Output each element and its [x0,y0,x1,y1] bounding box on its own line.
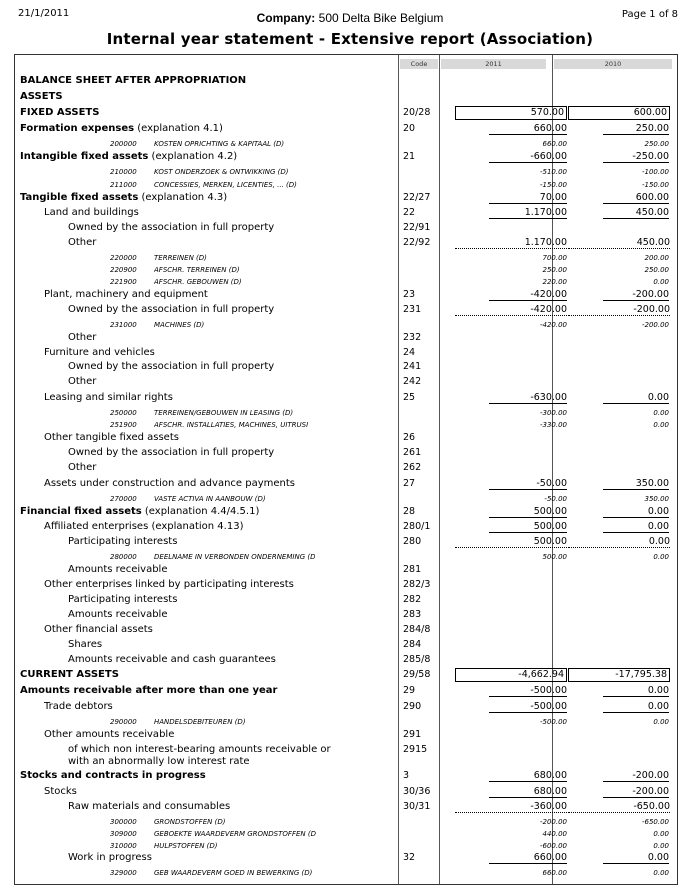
value-2010: 450.00 [568,237,670,249]
value-2011: 70.00 [489,192,567,204]
value-2011: -4,662.94 [455,668,567,682]
account-name: GRONDSTOFFEN (D) [154,818,226,826]
line-item-label: ASSETS [20,91,63,102]
value-2010: -100.00 [641,168,669,176]
account-number: 220900 [110,266,137,274]
value-2011: 250.00 [542,266,567,274]
account-name: KOSTEN OPRICHTING & KAPITAAL (D) [154,140,285,148]
account-number: 250000 [110,409,137,417]
line-item-label: Formation expenses (explanation 4.1) [20,123,223,134]
line-item-row [18,375,673,389]
line-code: 284 [403,639,422,650]
account-row [18,137,673,151]
account-number: 200000 [110,140,137,148]
value-2010: -200.00 [603,289,669,301]
line-item-label: Financial fixed assets (explanation 4.4/4.5.1) [20,506,260,517]
account-row [18,178,673,192]
line-code: 242 [403,376,422,387]
value-2010: -200.00 [641,321,669,329]
value-2010: 0.00 [653,421,669,429]
value-2010: -650.00 [641,818,669,826]
line-code: 30/36 [403,786,431,797]
account-number: 309000 [110,830,137,838]
account-name: HULPSTOFFEN (D) [154,842,218,850]
value-2011: -150.00 [539,181,567,189]
explanation-note: (explanation 4.1) [134,123,223,134]
value-2010: 350.00 [644,495,669,503]
line-code: 291 [403,729,422,740]
account-name: MACHINES (D) [154,321,205,329]
value-2011: -660.00 [489,151,567,163]
line-item-label: Amounts receivable [68,564,168,575]
line-code: 262 [403,462,422,473]
account-name: CONCESSIES, MERKEN, LICENTIES, ... (D) [154,181,297,189]
line-item-row [18,303,673,317]
line-item-row [18,593,673,607]
line-item-label: Owned by the association in full property [68,222,275,233]
line-item-label: Furniture and vehicles [44,347,155,358]
account-name: KOST ONDERZOEK & ONTWIKKING (D) [154,168,289,176]
account-number: 329000 [110,869,137,877]
account-name: VASTE ACTIVA IN AANBOUW (D) [154,495,266,503]
line-code: 280 [403,536,422,547]
report-title: Internal year statement - Extensive report (Association) [106,30,594,48]
account-name: GEBOEKTE WAARDEVERM GRONDSTOFFEN (D [154,830,316,838]
value-2010: 600.00 [568,106,670,120]
line-item-row [18,505,673,519]
value-2011: -360.00 [455,801,567,813]
line-item-row [18,684,673,698]
line-item-label: CURRENT ASSETS [20,669,119,680]
line-item-row [18,122,673,136]
value-2011: 680.00 [489,770,567,782]
company-line [0,11,700,25]
line-code: 21 [403,151,416,162]
account-name: TERREINEN (D) [154,254,207,262]
value-2010: 0.00 [653,842,669,850]
line-code: 22/91 [403,222,431,233]
value-2010: 0.00 [603,685,669,697]
value-2011: -500.00 [539,718,567,726]
line-code: 29 [403,685,416,696]
line-item-label: Intangible fixed assets (explanation 4.2) [20,151,238,162]
line-code: 27 [403,478,416,489]
line-code: 282/3 [403,579,431,590]
line-item-label: with an abnormally low interest rate [68,756,250,767]
value-2011: -500.00 [489,685,567,697]
value-2010: -650.00 [568,801,670,813]
value-2011: -630.00 [489,392,567,404]
value-2010: 450.00 [603,207,669,219]
line-item-row [18,221,673,235]
line-code: 261 [403,447,422,458]
account-row [18,866,673,880]
value-2010: 0.00 [653,718,669,726]
line-code: 285/8 [403,654,431,665]
value-2011: -300.00 [539,409,567,417]
line-item-row [18,800,673,814]
line-code: 29/58 [403,669,431,680]
line-code: 30/31 [403,801,431,812]
account-number: 290000 [110,718,137,726]
line-item-label: Amounts receivable and cash guarantees [68,654,276,665]
value-2011: 660.00 [489,123,567,135]
value-2010: 0.00 [653,869,669,877]
account-number: 231000 [110,321,137,329]
line-item-label: Other financial assets [44,624,153,635]
value-2011: -420.00 [455,304,567,316]
line-code: 22/27 [403,192,431,203]
line-code: 20/28 [403,107,431,118]
explanation-note: (explanation 4.2) [148,151,238,162]
line-item-label: Amounts receivable [68,609,168,620]
line-item-label: BALANCE SHEET AFTER APPROPRIATION [20,75,247,86]
line-code: 232 [403,332,422,343]
value-2010: 0.00 [653,409,669,417]
value-2011: -500.00 [489,701,567,713]
account-name: TERREINEN/GEBOUWEN IN LEASING (D) [154,409,294,417]
line-code: 284/8 [403,624,431,635]
value-2011: 500.00 [455,536,567,548]
value-2011: 500.00 [542,553,567,561]
line-item-label: Trade debtors [44,701,113,712]
value-2010: 0.00 [603,392,669,404]
line-item-row [18,90,673,104]
value-2011: -200.00 [539,818,567,826]
value-2011: -330.00 [539,421,567,429]
value-2011: 660.00 [542,140,567,148]
line-item-row [18,360,673,374]
line-item-row [18,391,673,405]
line-item-label: Leasing and similar rights [44,392,173,403]
account-row [18,550,673,564]
line-item-row [18,106,673,120]
line-item-row [18,755,673,769]
account-number: 210000 [110,168,137,176]
line-code: 290 [403,701,422,712]
value-2010: -17,795.38 [568,668,670,682]
line-item-row [18,700,673,714]
account-row [18,715,673,729]
value-2011: 660.00 [489,852,567,864]
account-name: AFSCHR. INSTALLATIES, MACHINES, UITRUSI [154,421,309,429]
line-code: 28 [403,506,416,517]
value-2010: 0.00 [653,830,669,838]
line-item-row [18,728,673,742]
account-name: GEB WAARDEVERM GOED IN BEWERKING (D) [154,869,313,877]
line-item-row [18,535,673,549]
explanation-note: (explanation 4.3) [138,192,228,203]
line-code: 280/1 [403,521,431,532]
line-item-label: Affiliated enterprises (explanation 4.13) [44,521,244,532]
line-code: 282 [403,594,422,605]
account-row [18,418,673,432]
line-item-row [18,769,673,783]
line-item-label: Other amounts receivable [44,729,175,740]
value-2011: -50.00 [489,478,567,490]
line-item-label: FIXED ASSETS [20,107,100,118]
line-item-label: Stocks [44,786,77,797]
value-2010: 200.00 [644,254,669,262]
column-header-code: Code [400,59,438,69]
line-item-row [18,520,673,534]
line-item-label: Other [68,376,97,387]
value-2011: -600.00 [539,842,567,850]
line-item-label: Tangible fixed assets (explanation 4.3) [20,192,228,203]
account-name: DEELNAME IN VERBONDEN ONDERNEMING (D [154,553,316,561]
line-item-row [18,851,673,865]
line-code: 32 [403,852,416,863]
line-item-label: Other [68,462,97,473]
account-number: 220000 [110,254,137,262]
line-item-label: Owned by the association in full property [68,447,275,458]
line-item-row [18,785,673,799]
value-2010: -200.00 [603,786,669,798]
value-2010: 600.00 [603,192,669,204]
line-item-row [18,653,673,667]
value-2010: -150.00 [641,181,669,189]
line-item-row [18,431,673,445]
line-item-row [18,236,673,250]
line-item-label: Plant, machinery and equipment [44,289,208,300]
line-item-row [18,288,673,302]
account-name: AFSCHR. GEBOUWEN (D) [154,278,242,286]
explanation-note: (explanation 4.4/4.5.1) [141,506,260,517]
value-2010: 0.00 [603,506,669,518]
account-number: 270000 [110,495,137,503]
line-item-row [18,608,673,622]
account-number: 300000 [110,818,137,826]
report-date: 21/1/2011 [18,8,70,19]
line-item-row [18,150,673,164]
line-item-label: Land and buildings [44,207,139,218]
value-2011: 660.00 [542,869,567,877]
value-2010: 0.00 [603,701,669,713]
line-item-label: Participating interests [68,536,178,547]
value-2011: -510.00 [539,168,567,176]
value-2010: 0.00 [653,278,669,286]
line-code: 283 [403,609,422,620]
line-item-row [18,563,673,577]
value-2011: 220.00 [542,278,567,286]
value-2011: -420.00 [489,289,567,301]
value-2010: 250.00 [603,123,669,135]
line-code: 22 [403,207,416,218]
line-item-row [18,638,673,652]
line-code: 241 [403,361,422,372]
line-item-row [18,461,673,475]
line-code: 20 [403,123,416,134]
value-2011: 680.00 [489,786,567,798]
value-2010: 0.00 [603,852,669,864]
line-item-row [18,74,673,88]
value-2010: 250.00 [644,266,669,274]
value-2010: -250.00 [603,151,669,163]
column-header-2010: 2010 [554,59,672,69]
line-item-label: of which non interest-bearing amounts receivable or [68,744,331,755]
line-item-row [18,623,673,637]
line-item-label: Participating interests [68,594,178,605]
line-item-label: Amounts receivable after more than one year [20,685,278,696]
line-item-label: Work in progress [68,852,152,863]
line-item-label: Assets under construction and advance payments [44,478,295,489]
column-header-2011: 2011 [441,59,546,69]
line-item-row [18,346,673,360]
account-row [18,275,673,289]
line-item-label: Owned by the association in full property [68,304,275,315]
account-number: 280000 [110,553,137,561]
line-code: 2915 [403,744,428,755]
value-2011: 440.00 [542,830,567,838]
line-code: 26 [403,432,416,443]
line-item-label: Other tangible fixed assets [44,432,179,443]
company-label: Company: [256,11,316,25]
value-2011: -50.00 [544,495,567,503]
line-item-label: Other [68,332,97,343]
value-2011: 700.00 [542,254,567,262]
value-2011: 1.170.00 [455,237,567,249]
line-item-label: Owned by the association in full property [68,361,275,372]
value-2011: 1.170.00 [489,207,567,219]
line-item-row [18,578,673,592]
page-indicator: Page 1 of 8 [621,9,678,20]
value-2011: 570.00 [455,106,567,120]
value-2010: 350.00 [603,478,669,490]
line-code: 3 [403,770,410,781]
account-number: 310000 [110,842,137,850]
value-2011: -420.00 [539,321,567,329]
value-2011: 500.00 [489,521,567,533]
value-2010: 250.00 [644,140,669,148]
line-item-row [18,191,673,205]
account-number: 211000 [110,181,137,189]
line-code: 281 [403,564,422,575]
line-code: 231 [403,304,422,315]
line-item-label: Other [68,237,97,248]
line-item-label: Other enterprises linked by participating interests [44,579,294,590]
explanation-note: (explanation 4.13) [148,521,244,532]
line-item-row [18,331,673,345]
line-code: 23 [403,289,416,300]
account-name: AFSCHR. TERREINEN (D) [154,266,240,274]
line-item-label: Stocks and contracts in progress [20,770,206,781]
account-row [18,165,673,179]
line-item-row [18,477,673,491]
value-2010: -200.00 [603,770,669,782]
account-number: 251900 [110,421,137,429]
line-item-row [18,446,673,460]
line-code: 25 [403,392,416,403]
line-item-label: Shares [68,639,103,650]
value-2011: 500.00 [489,506,567,518]
line-item-label: Raw materials and consumables [68,801,231,812]
account-number: 221900 [110,278,137,286]
line-code: 24 [403,347,416,358]
line-item-row [18,206,673,220]
line-item-row [18,668,673,682]
value-2010: 0.00 [653,553,669,561]
account-name: HANDELSDEBITEUREN (D) [154,718,246,726]
company-name: 500 Delta Bike Belgium [318,11,444,25]
value-2010: 0.00 [603,521,669,533]
value-2010: -200.00 [568,304,670,316]
line-code: 22/92 [403,237,431,248]
value-2010: 0.00 [568,536,670,548]
account-row [18,318,673,332]
account-row [18,492,673,506]
